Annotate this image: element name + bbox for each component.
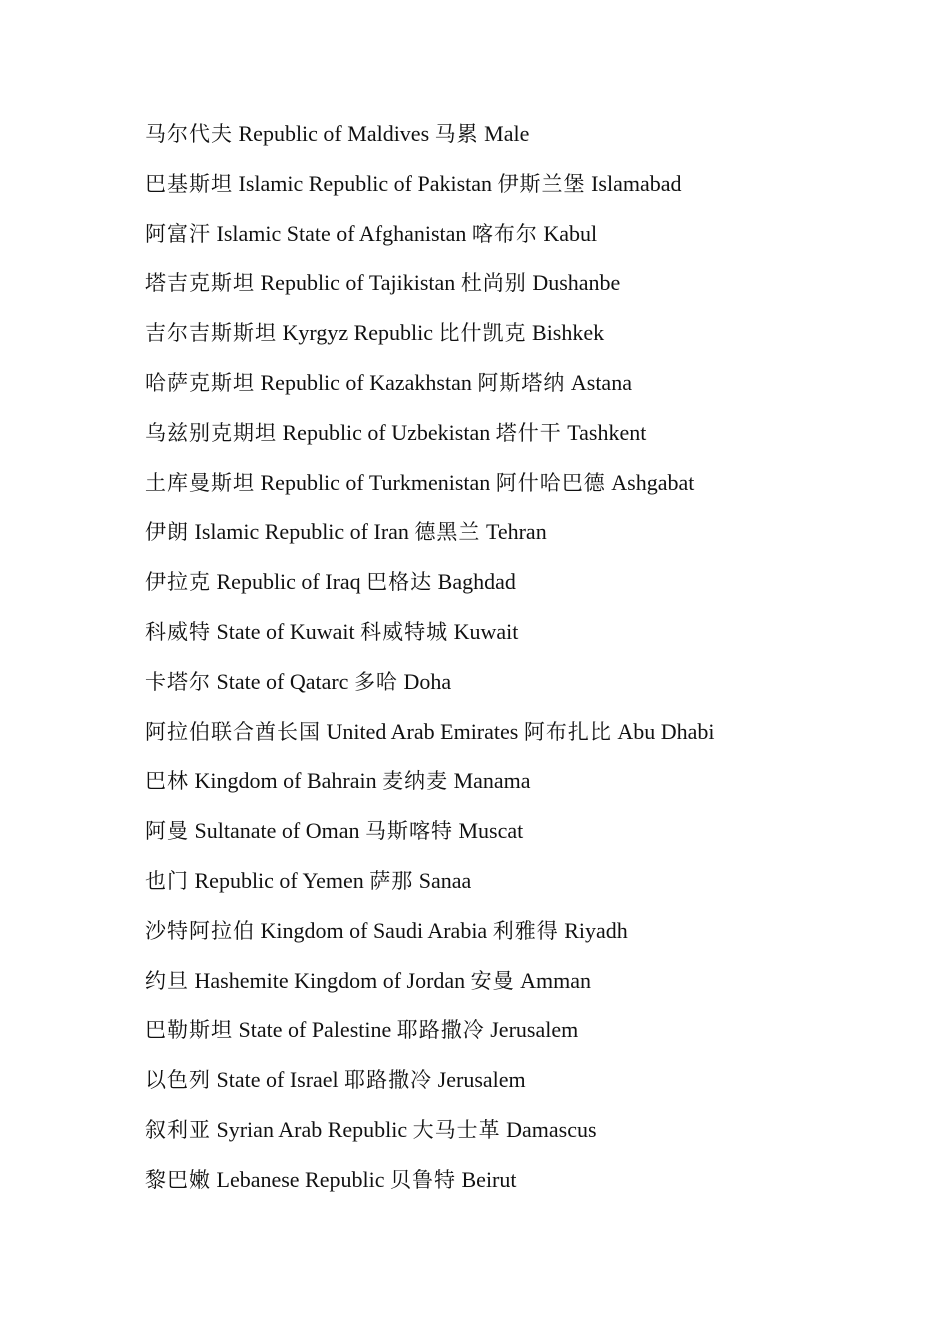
- country-name-zh: 约旦: [145, 968, 189, 993]
- country-name-zh: 也门: [145, 868, 189, 893]
- capital-name-en: Male: [484, 121, 530, 146]
- country-name-en: State of Israel: [216, 1067, 339, 1093]
- country-name-zh: 黎巴嫩: [145, 1167, 211, 1192]
- capital-name-en: Astana: [570, 369, 632, 395]
- capital-name-en: Bishkek: [532, 320, 605, 346]
- country-name-zh: 沙特阿拉伯: [145, 918, 255, 943]
- country-name-en: United Arab Emirates: [326, 718, 519, 744]
- capital-name-zh: 比什凯克: [438, 321, 527, 346]
- capital-name-en: Amman: [520, 967, 592, 993]
- list-item: [145, 813, 905, 863]
- country-name-en: Kyrgyz Republic: [282, 320, 434, 346]
- capital-name-zh: 耶路撒冷: [344, 1068, 433, 1093]
- capital-name-en: Manama: [453, 768, 531, 794]
- capital-name-zh: 阿什哈巴德: [495, 470, 606, 495]
- list-item: [145, 614, 905, 664]
- country-name-zh: 吉尔吉斯斯坦: [145, 321, 277, 346]
- capital-name-en: Dushanbe: [532, 270, 621, 296]
- capital-name-zh: 安曼: [470, 968, 515, 993]
- list-item: [145, 116, 905, 166]
- country-name-en: State of Kuwait: [216, 618, 355, 644]
- country-name-zh: 哈萨克斯坦: [145, 370, 255, 395]
- capital-name-en: Jerusalem: [490, 1017, 579, 1043]
- country-name-zh: 阿拉伯联合酋长国: [145, 719, 321, 744]
- list-item: [145, 415, 905, 465]
- capital-name-zh: 塔什干: [495, 420, 562, 445]
- capital-name-en: Doha: [403, 668, 452, 694]
- capital-name-zh: 阿斯塔纳: [477, 370, 566, 395]
- capital-name-en: Kuwait: [453, 618, 519, 644]
- country-name-zh: 伊朗: [145, 520, 189, 545]
- capital-name-en: Baghdad: [437, 569, 516, 595]
- country-name-en: Hashemite Kingdom of Jordan: [194, 967, 466, 993]
- country-name-zh: 阿曼: [145, 819, 189, 844]
- capital-name-en: Kabul: [543, 220, 598, 246]
- country-name-zh: 以色列: [145, 1068, 211, 1093]
- capital-name-en: Sanaa: [418, 867, 472, 893]
- list-item: [145, 763, 905, 813]
- capital-name-zh: 马累: [434, 122, 479, 146]
- country-name-en: Republic of Tajikistan: [260, 270, 456, 296]
- country-name-zh: 伊拉克: [145, 570, 211, 595]
- capital-name-zh: 耶路撒冷: [396, 1018, 485, 1043]
- capital-name-zh: 大马士革: [412, 1117, 501, 1142]
- capital-name-zh: 科威特城: [360, 619, 449, 644]
- list-item: [145, 514, 905, 564]
- country-name-en: Islamic Republic of Iran: [194, 519, 409, 545]
- capital-name-en: Tehran: [485, 519, 547, 545]
- country-name-zh: 巴林: [145, 769, 189, 794]
- country-name-en: Republic of Iraq: [216, 569, 361, 595]
- capital-name-zh: 德黑兰: [414, 520, 481, 545]
- country-name-zh: 巴基斯坦: [145, 171, 233, 196]
- list-item: [145, 265, 905, 315]
- capital-name-en: Ashgabat: [611, 469, 695, 495]
- capital-name-zh: 巴格达: [366, 570, 433, 595]
- capital-name-en: Riyadh: [564, 917, 628, 943]
- list-item: [145, 365, 905, 415]
- country-name-en: Syrian Arab Republic: [216, 1116, 408, 1142]
- country-name-zh: 塔吉克斯坦: [145, 271, 255, 296]
- country-name-en: Republic of Maldives: [238, 121, 430, 146]
- country-name-en: Kingdom of Saudi Arabia: [260, 917, 488, 943]
- list-item: [145, 1112, 905, 1162]
- country-name-en: Lebanese Republic: [216, 1166, 385, 1192]
- country-name-zh: 乌兹别克期坦: [145, 420, 277, 445]
- list-item: [145, 166, 905, 216]
- capital-name-zh: 利雅得: [492, 918, 559, 943]
- capital-name-en: Islamabad: [591, 170, 682, 196]
- list-item: [145, 315, 905, 365]
- list-item: [145, 1012, 905, 1062]
- capital-name-zh: 麦纳麦: [382, 769, 449, 794]
- country-name-zh: 卡塔尔: [145, 669, 211, 694]
- country-name-zh: 叙利亚: [145, 1117, 211, 1142]
- capital-name-zh: 萨那: [369, 868, 414, 893]
- country-name-zh: 科威特: [145, 619, 211, 644]
- list-item: [145, 216, 905, 266]
- country-name-en: Sultanate of Oman: [194, 818, 360, 844]
- capital-name-zh: 多哈: [353, 669, 398, 694]
- list-item: [145, 1062, 905, 1112]
- country-name-zh: 阿富汗: [145, 221, 211, 246]
- list-item: [145, 863, 905, 913]
- list-item: [145, 664, 905, 714]
- country-name-en: Republic of Uzbekistan: [282, 419, 491, 445]
- country-name-en: State of Qatarc: [216, 668, 349, 694]
- capital-name-en: Jerusalem: [437, 1067, 526, 1093]
- country-name-en: Islamic Republic of Pakistan: [238, 170, 493, 196]
- capital-name-zh: 马斯喀特: [364, 819, 453, 844]
- capital-name-en: Tashkent: [567, 419, 647, 445]
- country-name-en: Islamic State of Afghanistan: [216, 220, 467, 246]
- list-item: [145, 714, 905, 764]
- country-name-en: State of Palestine: [238, 1017, 392, 1043]
- country-name-zh: 土库曼斯坦: [145, 470, 255, 495]
- list-item: [145, 564, 905, 614]
- capital-name-en: Muscat: [458, 818, 524, 844]
- capital-name-zh: 贝鲁特: [390, 1167, 456, 1192]
- country-name-zh: 马尔代夫: [145, 122, 233, 146]
- capital-name-en: Abu Dhabi: [617, 718, 715, 744]
- country-name-en: Republic of Kazakhstan: [260, 369, 472, 395]
- country-name-en: Republic of Yemen: [194, 867, 364, 893]
- capital-name-zh: 伊斯兰堡: [497, 171, 586, 196]
- list-item: [145, 913, 905, 963]
- list-item: [145, 963, 905, 1013]
- country-capital-list: [145, 116, 905, 1212]
- country-name-zh: 巴勒斯坦: [145, 1018, 233, 1043]
- country-name-en: Kingdom of Bahrain: [194, 768, 377, 794]
- capital-name-zh: 杜尚别: [460, 271, 527, 296]
- list-item: [145, 1162, 905, 1212]
- country-name-en: Republic of Turkmenistan: [260, 469, 491, 495]
- capital-name-zh: 喀布尔: [471, 221, 538, 246]
- capital-name-en: Beirut: [461, 1166, 517, 1192]
- list-item: [145, 465, 905, 515]
- capital-name-zh: 阿布扎比: [523, 719, 612, 744]
- capital-name-en: Damascus: [506, 1116, 597, 1142]
